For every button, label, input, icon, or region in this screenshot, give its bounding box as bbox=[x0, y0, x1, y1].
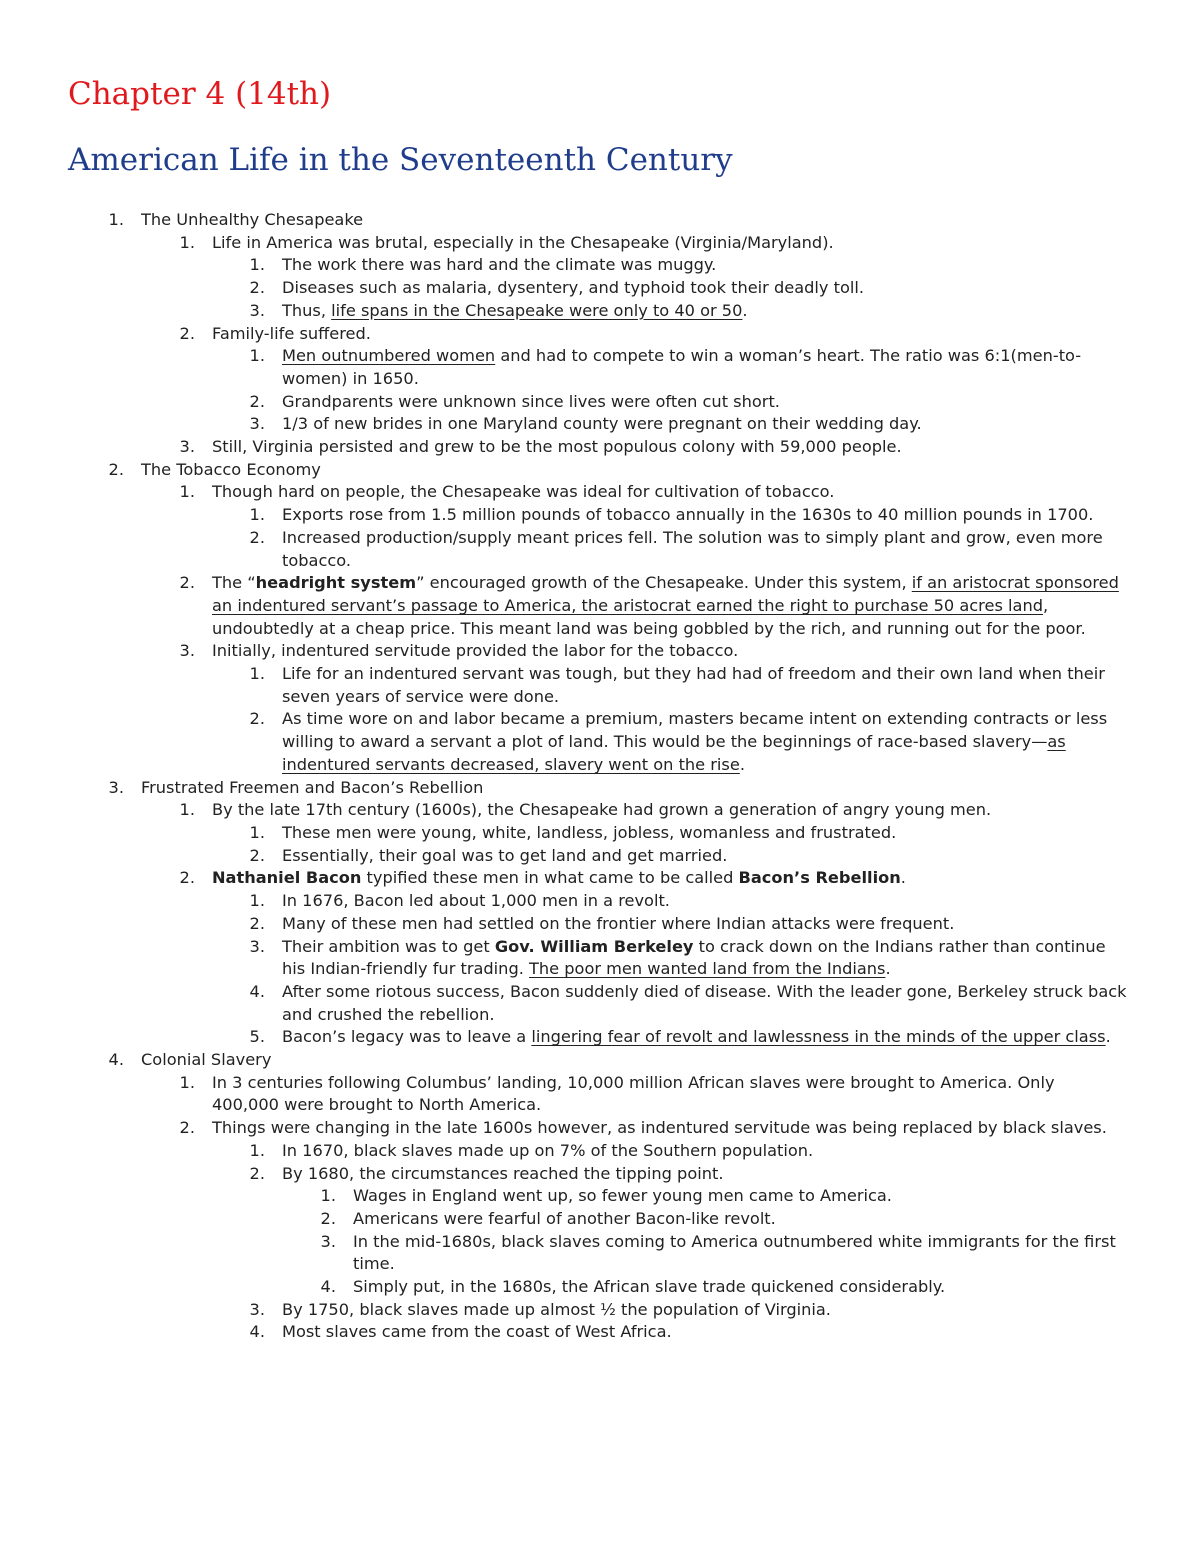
list-number: 2. bbox=[249, 913, 265, 933]
list-item-text bbox=[282, 1164, 723, 1183]
underlined-text: life spans in the Chesapeake were only to 40 or 50 bbox=[331, 300, 743, 320]
text-run: Wages in England went up, so fewer young men came to America. bbox=[353, 1186, 892, 1206]
text-run: In 3 centuries following Columbus’ landing, 10,000 million African slaves were brought to America. Only 400,000 were brought to North America. bbox=[212, 1072, 1055, 1115]
underlined-text: as indentured servants decreased, slavery went on the rise bbox=[282, 732, 1066, 774]
text-run: Many of these men had settled on the frontier where Indian attacks were frequent. bbox=[282, 913, 955, 933]
list-item-text bbox=[282, 709, 1107, 773]
text-run: The Unhealthy Chesapeake bbox=[141, 210, 364, 229]
list-number: 3. bbox=[108, 777, 124, 797]
list-item-text bbox=[141, 1050, 271, 1069]
list-item-text bbox=[282, 528, 1103, 570]
outline-item-level-1 bbox=[0, 777, 1121, 800]
text-run: Increased production/supply meant prices fell. The solution was to simply plant and grow, even more tobacco. bbox=[282, 527, 1103, 570]
text-run: Things were changing in the late 1600s however, as indentured servitude was being replaced by black slaves. bbox=[212, 1118, 1107, 1138]
list-item-text bbox=[282, 505, 1093, 524]
list-number: 4. bbox=[108, 1050, 124, 1070]
outline-item-level-3 bbox=[0, 1321, 1130, 1344]
outline-item-level-4 bbox=[0, 1231, 1130, 1276]
list-number: 3. bbox=[179, 437, 195, 457]
outline-item-level-3 bbox=[0, 1299, 1130, 1322]
list-item-text bbox=[282, 301, 748, 320]
list-item-text bbox=[282, 278, 864, 297]
list-number: 1. bbox=[179, 482, 195, 502]
outline-item-level-3 bbox=[0, 527, 1130, 572]
text-run: . bbox=[742, 300, 748, 320]
text-run: By 1680, the circumstances reached the tipping point. bbox=[282, 1163, 724, 1183]
list-number: 2. bbox=[249, 845, 265, 865]
list-item-text bbox=[212, 233, 834, 252]
text-run: ” encouraged growth of the Chesapeake. Under this system, bbox=[416, 573, 912, 593]
outline-item-level-3 bbox=[0, 254, 1130, 277]
text-run: to crack down on the Indians rather than continue his Indian-friendly fur trading. bbox=[282, 936, 1106, 979]
text-run: Bacon’s legacy was to leave a bbox=[282, 1027, 532, 1047]
text-run: Life for an indentured servant was tough, but they had had of freedom and their own land when their seven years of service were done. bbox=[282, 664, 1105, 706]
outline-item-level-3 bbox=[0, 1026, 1130, 1049]
list-number: 2. bbox=[249, 391, 265, 411]
text-run: Diseases such as malaria, dysentery, and typhoid took their deadly toll. bbox=[282, 278, 865, 298]
list-item-text bbox=[212, 1118, 1107, 1137]
outline-item-level-3 bbox=[0, 913, 1130, 936]
outline-item-level-3 bbox=[0, 1163, 1130, 1186]
outline-item-level-3 bbox=[0, 391, 1130, 414]
underlined-text: The poor men wanted land from the Indians bbox=[529, 959, 886, 979]
outline-item-level-3 bbox=[0, 936, 1130, 981]
list-item-text bbox=[212, 800, 991, 819]
outline-item-level-2 bbox=[0, 572, 1122, 640]
text-run: Their ambition was to get bbox=[282, 936, 495, 956]
list-item-text bbox=[282, 1300, 831, 1319]
text-run: . bbox=[1105, 1027, 1111, 1047]
list-item-text bbox=[212, 573, 1119, 637]
outline-item-level-3 bbox=[0, 708, 1130, 776]
list-item-text bbox=[353, 1186, 892, 1205]
text-run: In 1676, Bacon led about 1,000 men in a revolt. bbox=[282, 891, 670, 911]
list-item-text bbox=[353, 1232, 1116, 1274]
list-item-text bbox=[282, 891, 670, 910]
list-number: 3. bbox=[249, 936, 265, 956]
text-run: By the late 17th century (1600s), the Chesapeake had grown a generation of angry young men. bbox=[212, 800, 992, 820]
text-run: . bbox=[885, 959, 891, 979]
list-number: 4. bbox=[320, 1277, 336, 1297]
text-run: The Tobacco Economy bbox=[141, 459, 321, 479]
list-number: 2. bbox=[249, 527, 265, 547]
list-item-text bbox=[141, 778, 483, 797]
outline-item-level-3 bbox=[0, 981, 1130, 1026]
list-item-text bbox=[282, 414, 922, 433]
list-number: 1. bbox=[249, 255, 265, 275]
list-item-text bbox=[282, 664, 1105, 706]
outline-item-level-2 bbox=[0, 436, 1122, 459]
text-run: Frustrated Freemen and Bacon’s Rebellion bbox=[141, 777, 484, 797]
list-number: 2. bbox=[179, 573, 195, 593]
list-item-text bbox=[282, 255, 716, 274]
text-run: Simply put, in the 1680s, the African slave trade quickened considerably. bbox=[353, 1277, 946, 1297]
outline-item-level-2 bbox=[0, 481, 1122, 504]
list-item-text bbox=[212, 482, 834, 501]
outline-item-level-3 bbox=[0, 345, 1130, 390]
list-number: 2. bbox=[249, 1163, 265, 1183]
outline-item-level-3 bbox=[0, 890, 1130, 913]
outline-item-level-4 bbox=[0, 1208, 1130, 1231]
list-number: 1. bbox=[249, 891, 265, 911]
bold-term: Bacon’s Rebellion bbox=[738, 868, 901, 888]
list-number: 2. bbox=[320, 1208, 336, 1228]
text-run: typified these men in what came to be called bbox=[361, 868, 739, 888]
text-run: Americans were fearful of another Bacon-like revolt. bbox=[353, 1208, 776, 1228]
text-run: These men were young, white, landless, jobless, womanless and frustrated. bbox=[282, 822, 897, 842]
outline-item-level-3 bbox=[0, 504, 1130, 527]
text-run: Initially, indentured servitude provided the labor for the tobacco. bbox=[212, 641, 739, 661]
outline-item-level-2 bbox=[0, 1072, 1122, 1117]
text-run: After some riotous success, Bacon suddenly died of disease. With the leader gone, Berkeley struck back and crushed the rebellion. bbox=[282, 981, 1127, 1024]
list-item-text bbox=[282, 846, 727, 865]
outline-item-level-3 bbox=[0, 1140, 1130, 1163]
list-number: 1. bbox=[249, 822, 265, 842]
text-run: Family-life suffered. bbox=[212, 323, 371, 343]
text-run: As time wore on and labor became a premium, masters became intent on extending contracts or less willing to award a servant a plot of land. This would be the beginnings of race-based slavery— bbox=[282, 709, 1108, 752]
list-item-text bbox=[282, 982, 1127, 1024]
text-run: Life in America was brutal, especially in the Chesapeake (Virginia/Maryland). bbox=[212, 232, 834, 252]
outline-item-level-2 bbox=[0, 1117, 1122, 1140]
text-run: The work there was hard and the climate was muggy. bbox=[282, 255, 717, 275]
list-item-text bbox=[212, 868, 906, 887]
bold-term: headright system bbox=[255, 573, 417, 593]
outline-item-level-3 bbox=[0, 300, 1130, 323]
text-run: . bbox=[739, 754, 745, 774]
outline-item-level-3 bbox=[0, 845, 1130, 868]
list-item-text bbox=[282, 1027, 1111, 1046]
outline-item-level-2 bbox=[0, 799, 1122, 822]
outline-item-level-3 bbox=[0, 413, 1130, 436]
text-run: The “ bbox=[212, 573, 256, 593]
list-number: 1. bbox=[179, 1072, 195, 1092]
list-item-text bbox=[282, 823, 896, 842]
text-run: Grandparents were unknown since lives were often cut short. bbox=[282, 391, 780, 411]
text-run: Essentially, their goal was to get land and get married. bbox=[282, 845, 728, 865]
bold-term: Gov. William Berkeley bbox=[494, 936, 694, 956]
list-item-text bbox=[282, 914, 954, 933]
text-run: Exports rose from 1.5 million pounds of tobacco annually in the 1630s to 40 million pounds in 1700. bbox=[282, 505, 1094, 525]
outline-item-level-2 bbox=[0, 232, 1122, 255]
list-number: 2. bbox=[179, 868, 195, 888]
list-number: 1. bbox=[179, 800, 195, 820]
outline-item-level-3 bbox=[0, 663, 1130, 708]
text-run: Most slaves came from the coast of West Africa. bbox=[282, 1322, 672, 1342]
outline-list bbox=[0, 209, 1200, 1344]
list-item-text bbox=[282, 346, 1081, 388]
list-number: 3. bbox=[179, 641, 195, 661]
list-number: 3. bbox=[320, 1231, 336, 1251]
list-number: 2. bbox=[108, 459, 124, 479]
text-run: and had to compete to win a woman’s heart. The ratio was 6:1(men-to-women) in 1650. bbox=[282, 346, 1082, 388]
outline-item-level-3 bbox=[0, 822, 1130, 845]
outline-item-level-1 bbox=[0, 209, 1121, 232]
list-item-text bbox=[212, 324, 371, 343]
list-item-text bbox=[353, 1209, 776, 1228]
text-run: . bbox=[900, 868, 906, 888]
list-number: 1. bbox=[249, 1140, 265, 1160]
text-run: Still, Virginia persisted and grew to be the most populous colony with 59,000 people. bbox=[212, 437, 902, 457]
text-run: Colonial Slavery bbox=[141, 1050, 272, 1070]
list-number: 2. bbox=[249, 278, 265, 298]
list-number: 3. bbox=[249, 414, 265, 434]
list-item-text bbox=[282, 392, 780, 411]
outline-item-level-2 bbox=[0, 323, 1122, 346]
list-item-text bbox=[212, 437, 902, 456]
outline-item-level-4 bbox=[0, 1185, 1130, 1208]
outline-item-level-3 bbox=[0, 277, 1130, 300]
list-item-text bbox=[141, 210, 363, 229]
text-run: Though hard on people, the Chesapeake was ideal for cultivation of tobacco. bbox=[212, 482, 835, 502]
list-item-text bbox=[212, 1073, 1055, 1115]
list-item-text bbox=[282, 1141, 813, 1160]
list-item-text bbox=[282, 937, 1106, 979]
list-number: 1. bbox=[320, 1186, 336, 1206]
list-item-text bbox=[353, 1277, 945, 1296]
underlined-text: if an aristocrat sponsored an indentured servant’s passage to America, the aristocrat earned the right to purchase 50 acres land bbox=[212, 573, 1119, 615]
text-run: , undoubtedly at a cheap price. This meant land was being gobbled by the rich, and running out for the poor. bbox=[212, 595, 1086, 638]
underlined-text: lingering fear of revolt and lawlessness in the minds of the upper class bbox=[531, 1027, 1106, 1047]
document-title: American Life in the Seventeenth Century bbox=[68, 142, 733, 178]
text-run: In the mid-1680s, black slaves coming to America outnumbered white immigrants for the first time. bbox=[353, 1231, 1116, 1274]
text-run: 1/3 of new brides in one Maryland county were pregnant on their wedding day. bbox=[282, 414, 922, 434]
chapter-title: Chapter 4 (14th) bbox=[68, 76, 332, 112]
outline-item-level-4 bbox=[0, 1276, 1130, 1299]
list-number: 1. bbox=[108, 210, 124, 229]
list-number: 2. bbox=[249, 709, 265, 729]
underlined-text: Men outnumbered women bbox=[282, 346, 496, 366]
list-number: 4. bbox=[249, 1322, 265, 1342]
list-number: 5. bbox=[249, 1027, 265, 1047]
list-item-text bbox=[212, 641, 738, 660]
list-number: 3. bbox=[249, 300, 265, 320]
list-number: 1. bbox=[179, 232, 195, 252]
list-number: 3. bbox=[249, 1299, 265, 1319]
list-number: 2. bbox=[179, 323, 195, 343]
text-run: Thus, bbox=[282, 300, 332, 320]
list-number: 2. bbox=[179, 1118, 195, 1138]
text-run: In 1670, black slaves made up on 7% of the Southern population. bbox=[282, 1140, 814, 1160]
list-item-text bbox=[282, 1322, 672, 1341]
list-number: 4. bbox=[249, 981, 265, 1001]
list-item-text bbox=[141, 460, 321, 479]
outline-item-level-1 bbox=[0, 459, 1121, 482]
outline-item-level-1 bbox=[0, 1049, 1121, 1072]
bold-term: Nathaniel Bacon bbox=[212, 868, 362, 888]
list-number: 1. bbox=[249, 664, 265, 684]
outline-item-level-2 bbox=[0, 867, 1122, 890]
outline-item-level-2 bbox=[0, 640, 1122, 663]
list-number: 1. bbox=[249, 505, 265, 525]
list-number: 1. bbox=[249, 346, 265, 366]
text-run: By 1750, black slaves made up almost ½ the population of Virginia. bbox=[282, 1299, 831, 1319]
